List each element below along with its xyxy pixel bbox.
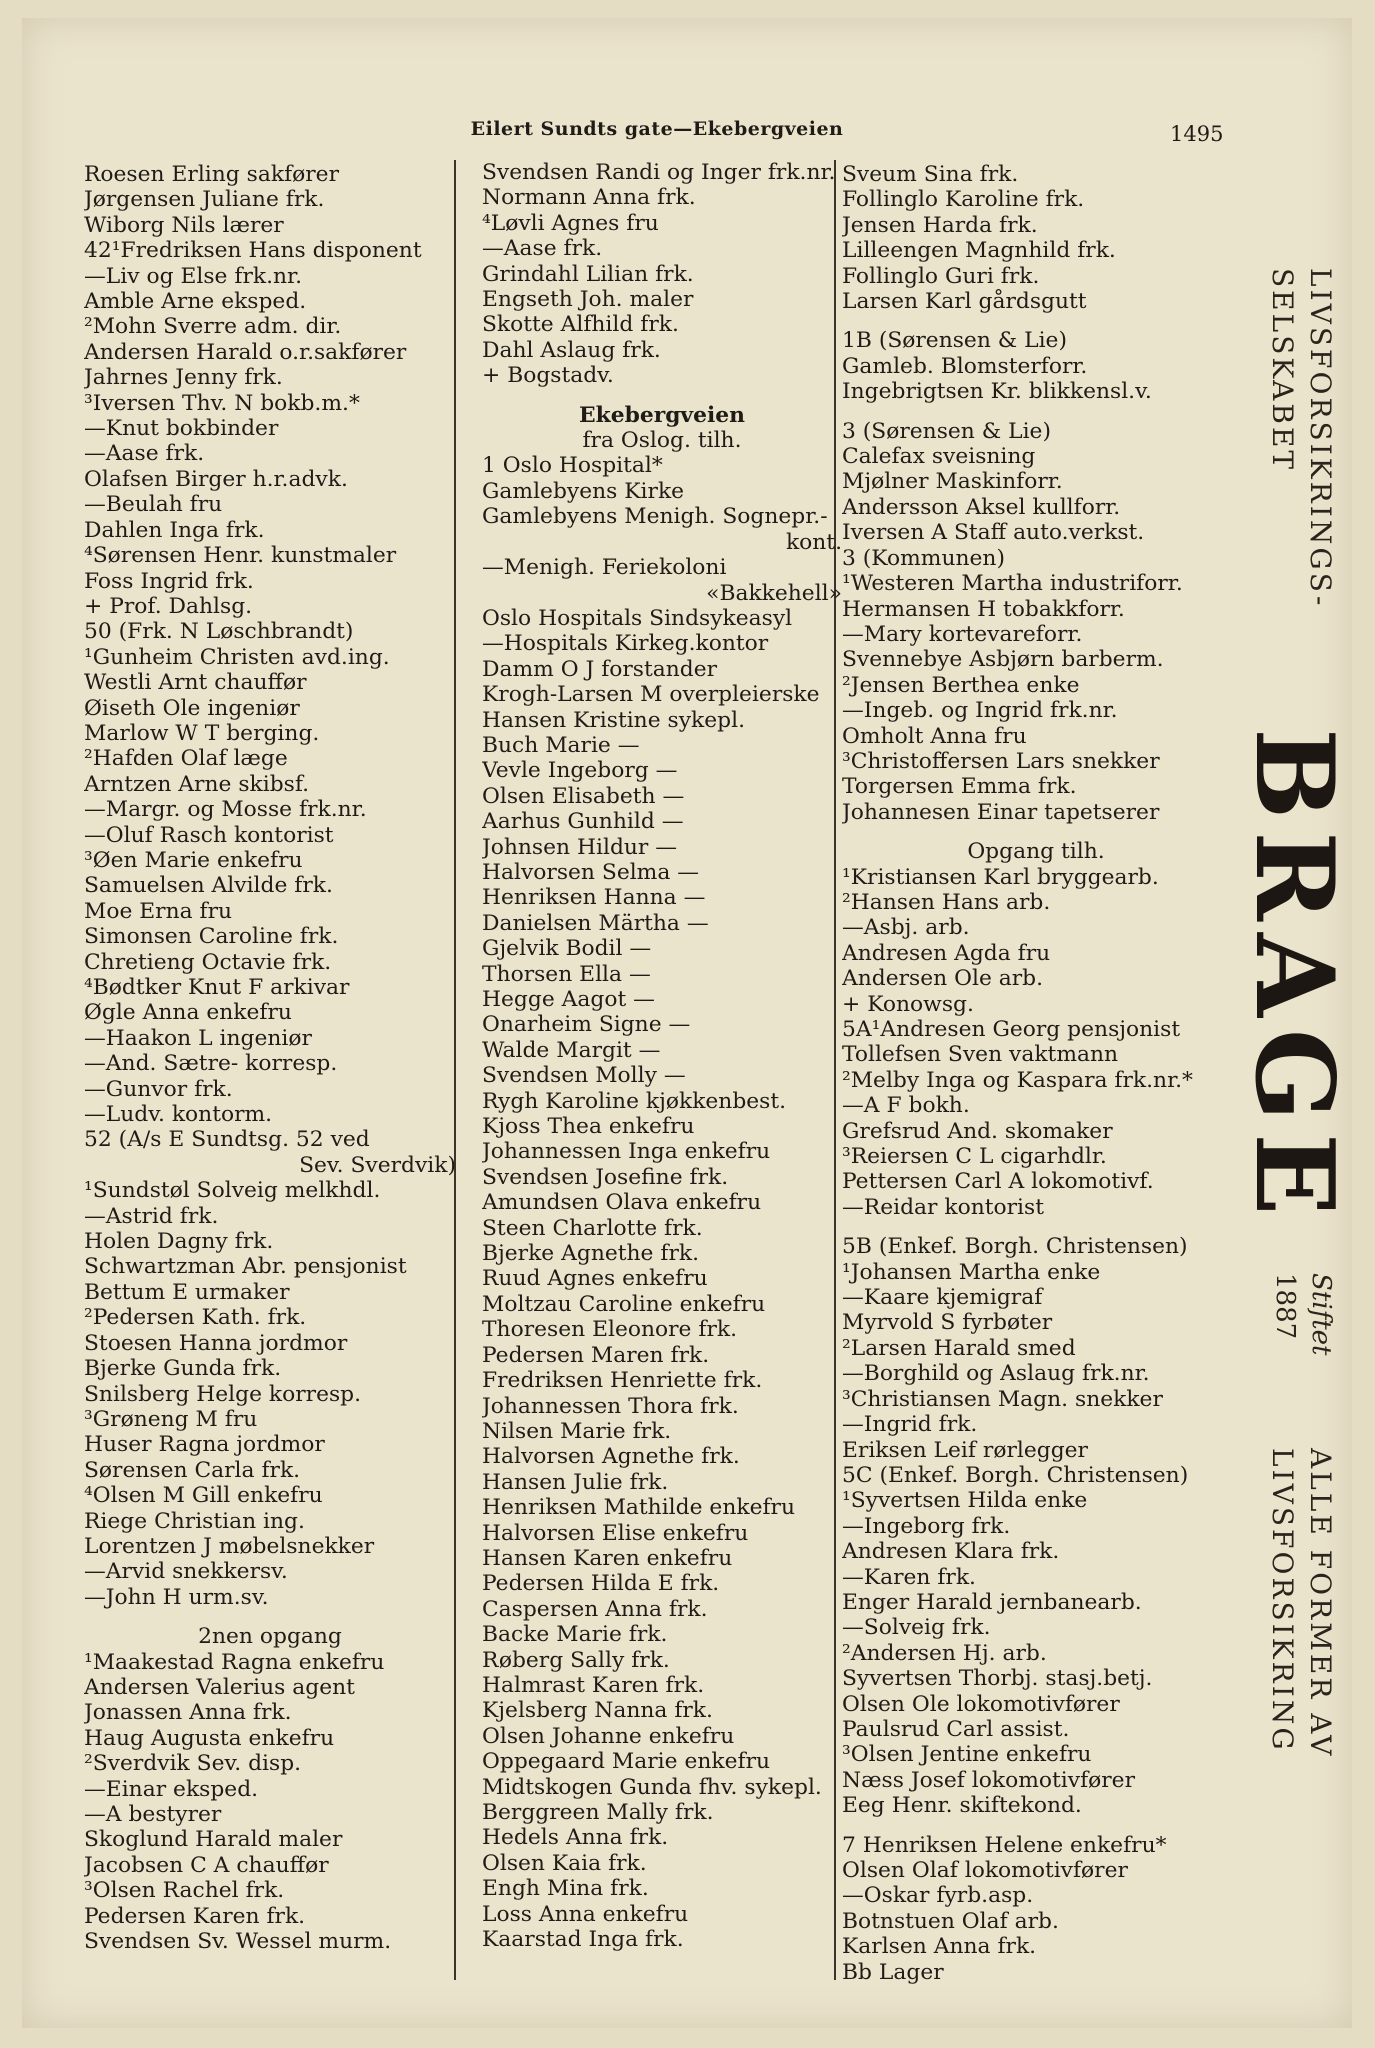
directory-entry: Riege Christian ing. [84,1508,305,1534]
directory-entry: Hegge Aagot — [482,987,655,1012]
directory-entry: Jensen Harda frk. [842,212,1038,238]
directory-entry: ⁴Løvli Agnes fru [482,210,659,236]
directory-entry: ¹Kristiansen Karl bryggearb. [842,864,1159,890]
directory-entry: —Ingeborg frk. [842,1513,1011,1539]
spacer [842,1819,1230,1833]
directory-entry: ³Christiansen Magn. snekker [842,1386,1163,1412]
directory-entry: Paulsrud Carl assist. [842,1716,1070,1742]
directory-entry: Aarhus Gunhild — [482,809,684,835]
directory-entry: Holen Dagny frk. [84,1229,274,1255]
directory-entry: Andersen Harald o.r.sakfører [84,339,407,365]
directory-entry: Ingebrigtsen Kr. blikkensl.v. [842,379,1152,405]
directory-entry: 5A¹Andresen Georg pensjonist [842,1017,1181,1042]
directory-entry: Pedersen Karen frk. [84,1903,306,1929]
directory-entry: Thoresen Eleonore frk. [482,1317,738,1343]
directory-entry: Stoesen Hanna jordmor [84,1330,348,1356]
directory-entry: —Haakon L ingeniør [84,1025,312,1051]
directory-entry: Foss Ingrid frk. [84,568,254,594]
directory-entry: ³Iversen Thv. N bokb.m.* [84,390,360,416]
directory-entry: Oppegaard Marie enkefru [482,1749,771,1775]
directory-entry: Damm O J forstander [482,656,718,682]
directory-entry: ⁴Olsen M Gill enkefru [84,1483,323,1509]
directory-entry: —Oskar fyrb.asp. [842,1883,1034,1909]
spacer [842,314,1230,328]
directory-entry: Larsen Karl gårdsgutt [842,289,1087,315]
directory-page [22,18,1357,2028]
directory-entry: Bjerke Agnethe frk. [482,1241,700,1267]
directory-entry: + Prof. Dahlsg. [84,593,253,619]
directory-entry: Myrvold S fyrbøter [842,1310,1053,1336]
directory-entry: Amble Arne eksped. [84,289,307,315]
directory-entry: —Einar eksped. [84,1776,259,1802]
directory-entry: —Margr. og Mosse frk.nr. [84,797,367,823]
directory-entry: Hansen Kristine sykepl. [482,707,746,733]
directory-entry: Moe Erna fru [84,898,233,924]
directory-entry: —Hospitals Kirkeg.kontor [482,631,769,657]
directory-entry: Olsen Olaf lokomotivfører [842,1858,1128,1883]
directory-entry: Sørensen Carla frk. [84,1457,301,1483]
directory-entry: 2nen opgang [198,1624,342,1650]
spacer [842,405,1230,419]
directory-entry: Oslo Hospitals Sindsykeasyl [482,605,793,631]
directory-entry: Gjelvik Bodil — [482,936,652,962]
directory-entry: —Arvid snekkersv. [84,1559,288,1585]
directory-entry: —Solveig frk. [842,1615,991,1641]
directory-entry: Amundsen Olava enkefru [482,1190,762,1216]
directory-entry: Nilsen Marie frk. [482,1418,672,1444]
directory-entry: Dahlen Inga frk. [84,517,265,543]
directory-entry: 50 (Frk. N Løschbrandt) [84,619,354,645]
directory-entry: Ruud Agnes enkefru [482,1266,708,1292]
directory-entry: Steen Charlotte frk. [482,1215,703,1241]
directory-entry: Engseth Joh. maler [482,287,694,313]
directory-entry: Andersen Ole arb. [842,966,1044,992]
directory-entry: ⁴Bødtker Knut F arkivar [84,975,350,1000]
directory-entry: Johnsen Hildur — [482,834,678,860]
directory-entry: Dahl Aslaug frk. [482,337,661,363]
directory-entry: ²Pedersen Kath. frk. [84,1305,307,1331]
directory-entry: —And. Sætre- korresp. [84,1051,338,1077]
spacer [482,389,842,403]
directory-entry: 5B (Enkef. Borgh. Christensen) [842,1234,1188,1260]
directory-entry: Olafsen Birger h.r.advk. [84,466,348,492]
directory-entry: Hansen Karen enkefru [482,1545,733,1571]
directory-entry: Kaarstad Inga frk. [482,1927,684,1953]
directory-entry: Svendsen Josefine frk. [482,1164,729,1190]
directory-entry: —John H urm.sv. [84,1584,269,1610]
directory-entry: Johannesen Einar tapetserer [842,799,1160,825]
directory-entry: Fredriksen Henriette frk. [482,1368,763,1394]
directory-entry: + Konowsg. [842,991,974,1017]
directory-entry: Hermansen H tobakkforr. [842,596,1125,622]
directory-entry: Berggreen Mally frk. [482,1800,714,1825]
directory-entry: Mjølner Maskinforr. [842,469,1063,495]
directory-entry: Wiborg Nils lærer [84,212,284,238]
directory-entry: Andresen Klara frk. [842,1539,1060,1565]
directory-entry: —Aase frk. [482,236,603,262]
directory-entry: Chretieng Octavie frk. [84,949,332,975]
directory-entry: ²Jensen Berthea enke [842,672,1080,698]
directory-column-1 [84,162,456,1954]
directory-entry: Roesen Erling sakfører [84,162,339,187]
directory-column-2 [482,160,842,1952]
spacer [842,1220,1230,1234]
directory-entry: Olsen Ole lokomotivfører [842,1691,1120,1717]
directory-entry: Backe Marie frk. [482,1622,668,1648]
directory-entry: Enger Harald jernbanearb. [842,1589,1142,1615]
directory-entry: Gamleb. Blomsterforr. [842,353,1088,379]
directory-entry: Jacobsen C A chauffør [84,1852,329,1878]
directory-entry: Bb Lager [842,1959,944,1985]
directory-entry: 1 Oslo Hospital* [482,453,663,479]
directory-entry: ³Grøneng M fru [84,1406,258,1432]
directory-entry: 42¹Fredriksen Hans disponent [84,238,422,264]
directory-entry: Snilsberg Helge korresp. [84,1381,362,1407]
directory-entry: Pettersen Carl A lokomotivf. [842,1169,1154,1195]
directory-entry: Skotte Alfhild frk. [482,312,679,338]
directory-entry: ¹Sundstøl Solveig melkhdl. [84,1178,381,1204]
directory-entry: Huser Ragna jordmor [84,1432,325,1458]
directory-entry: Torgersen Emma frk. [842,774,1077,800]
directory-entry: ²Larsen Harald smed [842,1335,1076,1361]
directory-entry: Henriksen Hanna — [482,885,706,911]
directory-entry: Jørgensen Juliane frk. [84,187,325,213]
directory-entry: —Beulah fru [84,492,223,518]
directory-entry: Midtskogen Gunda fhv. sykepl. [482,1774,822,1800]
directory-entry: —Astrid frk. [84,1203,219,1229]
directory-entry: Omholt Anna fru [842,723,1027,749]
directory-column-3 [842,162,1230,1985]
directory-entry: Kjelsberg Nanna frk. [482,1698,713,1724]
brage-logo: BRAGE [1231,728,1357,1228]
directory-entry: ¹Westeren Martha industriforr. [842,571,1183,597]
directory-entry: Krogh-Larsen M overpleierske [482,682,820,708]
brage-advertisement [1231,268,1364,1908]
directory-entry: —Asbj. arb. [842,915,970,941]
directory-entry: Svendsen Molly — [482,1063,686,1089]
directory-entry: Skoglund Harald maler [84,1827,343,1853]
directory-entry: fra Oslog. tilh. [582,428,742,454]
directory-entry: Johannessen Thora frk. [482,1393,739,1419]
directory-entry: Vevle Ingeborg — [482,758,678,784]
directory-entry: Andresen Agda fru [842,940,1051,966]
directory-entry: Grindahl Lilian frk. [482,261,694,287]
directory-entry: ²Andersen Hj. arb. [842,1640,1047,1666]
directory-entry: Pedersen Maren frk. [482,1342,710,1368]
directory-entry: Walde Margit — [482,1037,661,1063]
directory-entry: Halmrast Karen frk. [482,1672,705,1698]
ad-stiftet-label: Stiftet [1306,1273,1336,1356]
directory-entry: Jahrnes Jenny frk. [84,365,283,391]
directory-entry: Henriksen Mathilde enkefru [482,1495,796,1521]
directory-entry: Gamlebyens Kirke [482,478,685,504]
directory-entry: —Oluf Rasch kontorist [84,822,334,848]
directory-entry: —Liv og Else frk.nr. [84,263,303,289]
directory-entry: Næss Josef lokomotivfører [842,1767,1135,1793]
directory-entry: Westli Arnt chauffør [84,670,307,696]
directory-entry: Svendsen Randi og Inger frk.nr. [482,160,836,185]
directory-entry: ³Olsen Jentine enkefru [842,1742,1092,1768]
directory-entry: 7 Henriksen Helene enkefru* [842,1832,1167,1858]
directory-entry: ²Hafden Olaf læge [84,746,288,772]
directory-entry: Lorentzen J møbelsnekker [84,1533,375,1559]
directory-entry: ¹Johansen Martha enke [842,1259,1101,1285]
directory-entry: Engh Mina frk. [482,1876,649,1902]
ad-tagline-bottom: ALLE FORMER AV [1304,1448,1337,1759]
directory-entry: Andersen Valerius agent [84,1674,355,1700]
directory-entry: Andersson Aksel kullforr. [842,494,1121,520]
directory-entry: Pedersen Hilda E frk. [482,1571,720,1597]
directory-entry: 1B (Sørensen & Lie) [842,328,1067,354]
directory-entry: Halvorsen Elise enkefru [482,1520,749,1546]
directory-entry: 3 (Sørensen & Lie) [842,418,1051,444]
spacer [84,1610,456,1624]
directory-entry: Follinglo Guri frk. [842,263,1040,289]
directory-entry: ⁴Sørensen Henr. kunstmaler [84,543,397,569]
directory-entry: ²Melby Inga og Kaspara frk.nr.* [842,1067,1193,1093]
directory-entry: Sev. Sverdvik) [299,1152,456,1178]
directory-entry: ¹Syvertsen Hilda enke [842,1488,1088,1514]
directory-entry: «Bakkehell» [706,580,842,606]
page-header-title: Eilert Sundts gate—Ekebergveien [470,118,844,140]
ad-tagline-top: LIVSFORSIKRINGS- [1304,268,1337,609]
directory-entry: Olsen Johanne enkefru [482,1723,735,1749]
directory-entry: Iversen A Staff auto.verkst. [842,520,1145,546]
directory-entry: Lilleengen Magnhild frk. [842,238,1116,264]
directory-entry: 3 (Kommunen) [842,545,1005,571]
directory-entry: Caspersen Anna frk. [482,1596,708,1622]
directory-entry: 5C (Enkef. Borgh. Christensen) [842,1462,1189,1488]
directory-entry: ³Olsen Rachel frk. [84,1878,285,1904]
directory-entry: kont. [785,529,842,555]
directory-entry: Ekebergveien [579,402,745,428]
directory-entry: Danielsen Märtha — [482,910,709,936]
directory-entry: ¹Gunheim Christen avd.ing. [84,644,390,670]
directory-entry: Eeg Henr. skiftekond. [842,1793,1082,1819]
directory-entry: Arntzen Arne skibsf. [84,771,310,797]
directory-entry: Hedels Anna frk. [482,1825,669,1851]
directory-entry: ³Øen Marie enkefru [84,847,303,873]
directory-entry: Johannessen Inga enkefru [482,1139,771,1165]
directory-entry: ²Sverdvik Sev. disp. [84,1751,302,1777]
directory-entry: ²Hansen Hans arb. [842,889,1051,915]
directory-entry: —Reidar kontorist [842,1194,1044,1220]
directory-entry: Schwartzman Abr. pensjonist [84,1254,407,1280]
directory-entry: Samuelsen Alvilde frk. [84,873,333,899]
directory-entry: Olsen Kaia frk. [482,1850,647,1876]
directory-entry: Simonsen Caroline frk. [84,924,339,950]
directory-entry: Eriksen Leif rørlegger [842,1437,1088,1463]
directory-entry: Halvorsen Selma — [482,859,700,885]
directory-entry: Buch Marie — [482,732,640,758]
directory-entry: —A F bokh. [842,1093,970,1119]
directory-entry: —Ingrid frk. [842,1412,978,1438]
directory-entry: Bettum E urmaker [84,1279,290,1305]
directory-entry: Thorsen Ella — [482,961,651,987]
directory-entry: —Knut bokbinder [84,416,279,442]
page-number: 1495 [1170,122,1224,146]
directory-entry: ³Reiersen C L cigarhdlr. [842,1144,1107,1170]
directory-entry: Syvertsen Thorbj. stasj.betj. [842,1666,1153,1692]
directory-entry: Jonassen Anna frk. [84,1700,292,1726]
directory-entry: 52 (A/s E Sundtsg. 52 ved [84,1127,370,1153]
ad-tagline-bottom-2: LIVSFORSIKRING [1266,1448,1299,1753]
directory-entry: Sveum Sina frk. [842,162,1019,187]
directory-entry: —Karen frk. [842,1564,976,1590]
directory-entry: Onarheim Signe — [482,1012,691,1038]
directory-entry: Moltzau Caroline enkefru [482,1291,766,1317]
directory-entry: Botnstuen Olaf arb. [842,1908,1059,1934]
directory-entry: Øiseth Ole ingeniør [84,695,300,721]
directory-entry: Grefsrud And. skomaker [842,1118,1113,1144]
directory-entry: Follinglo Karoline frk. [842,187,1085,213]
directory-entry: Haug Augusta enkefru [84,1725,335,1751]
directory-entry: Gamlebyens Menigh. Sognepr.- [482,504,828,530]
directory-entry: + Bogstadv. [482,363,614,389]
directory-entry: ²Mohn Sverre adm. dir. [84,314,342,340]
directory-entry: —Menigh. Feriekoloni [482,555,727,581]
directory-entry: —Mary kortevareforr. [842,621,1083,647]
directory-entry: Hansen Julie frk. [482,1469,669,1495]
directory-entry: Opgang tilh. [967,839,1105,865]
directory-entry: —Ingeb. og Ingrid frk.nr. [842,698,1118,724]
directory-entry: Røberg Sally frk. [482,1647,670,1673]
directory-entry: Halvorsen Agnethe frk. [482,1444,740,1470]
ad-stiftet-year: 1887 [1270,1273,1300,1340]
directory-entry: ³Christoffersen Lars snekker [842,748,1160,774]
directory-entry: Bjerke Gunda frk. [84,1356,282,1382]
directory-entry: Marlow W T berging. [84,720,320,746]
directory-entry: —Kaare kjemigraf [842,1285,1043,1311]
directory-entry: —Aase frk. [84,441,205,467]
directory-entry: —Ludv. kontorm. [84,1102,273,1128]
directory-entry: Rygh Karoline kjøkkenbest. [482,1088,787,1114]
directory-entry: Kjoss Thea enkefru [482,1114,695,1140]
directory-entry: Karlsen Anna frk. [842,1934,1037,1960]
directory-entry: Svennebye Asbjørn barberm. [842,647,1164,673]
directory-entry: Svendsen Sv. Wessel murm. [84,1929,392,1955]
directory-entry: Loss Anna enkefru [482,1901,689,1927]
directory-entry: Olsen Elisabeth — [482,783,685,809]
directory-entry: Tollefsen Sven vaktmann [842,1042,1119,1068]
directory-entry: ¹Maakestad Ragna enkefru [84,1649,385,1675]
directory-entry: —Gunvor frk. [84,1076,233,1102]
spacer [842,825,1230,839]
directory-entry: —A bestyrer [84,1802,222,1827]
directory-entry: —Borghild og Aslaug frk.nr. [842,1361,1150,1387]
directory-entry: Øgle Anna enkefru [84,1000,292,1026]
ad-tagline-top-2: SELSKABET [1266,268,1299,473]
directory-entry: Normann Anna frk. [482,185,696,211]
directory-entry: Calefax sveisning [842,444,1036,470]
